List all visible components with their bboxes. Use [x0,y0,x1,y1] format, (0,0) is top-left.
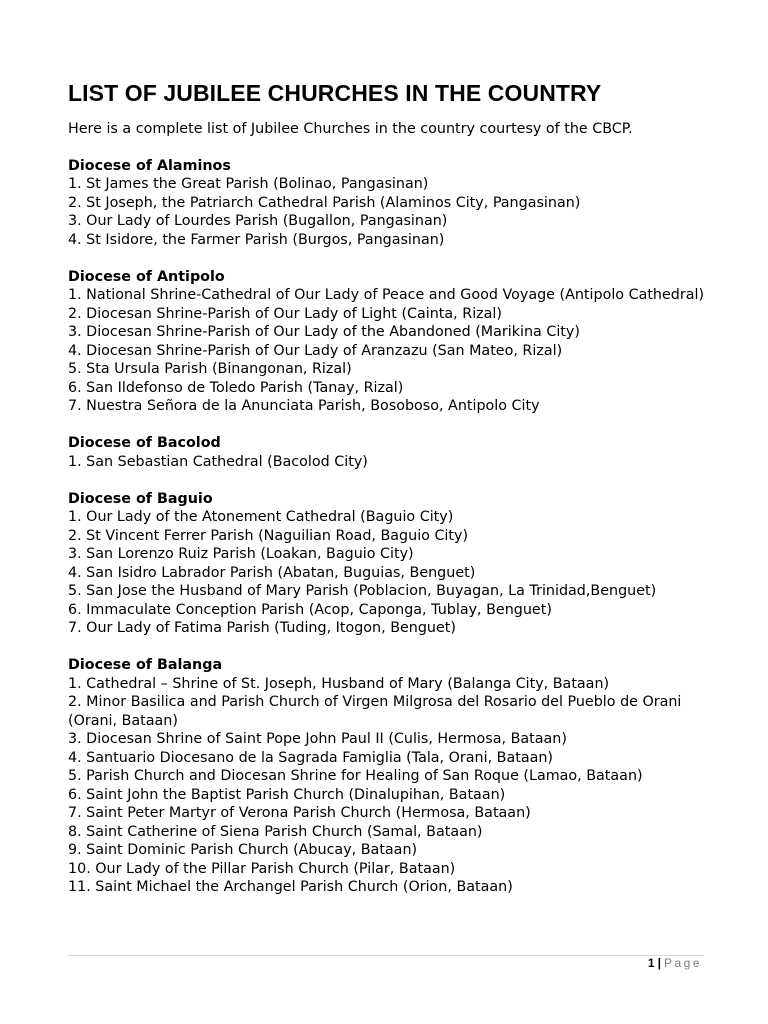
church-item: 1. St James the Great Parish (Bolinao, Pangasinan) [68,176,429,192]
church-item: 4. Santuario Diocesano de la Sagrada Famiglia (Tala, Orani, Bataan) [68,749,553,766]
church-item: 6. Immaculate Conception Parish (Acop, Caponga, Tublay, Benguet) [68,601,552,618]
diocese-heading: Diocese of Balanga [68,657,223,673]
church-item: 2. St Joseph, the Patriarch Cathedral Parish (Alaminos City, Pangasinan) [68,194,581,211]
church-item: 2. Diocesan Shrine-Parish of Our Lady of Light (Cainta, Rizal) [68,305,502,322]
diocese-section-antipolo [68,268,708,416]
document-page [68,78,708,915]
church-item: 9. Saint Dominic Parish Church (Abucay, Bataan) [68,842,418,858]
diocese-heading: Diocese of Antipolo [68,268,225,285]
church-item: 8. Saint Catherine of Siena Parish Church (Samal, Bataan) [68,823,483,840]
church-item: 4. St Isidore, the Farmer Parish (Burgos, Pangasinan) [68,231,445,248]
document-title: LIST OF JUBILEE CHURCHES IN THE COUNTRY [68,80,602,106]
church-item: 6. San Ildefonso de Toledo Parish (Tanay, Rizal) [68,379,404,396]
church-item: 4. San Isidro Labrador Parish (Abatan, Buguias, Benguet) [68,564,476,581]
diocese-section-alaminos [68,157,708,250]
church-item: 1. Cathedral – Shrine of St. Joseph, Husband of Mary (Balanga City, Bataan) [68,675,610,692]
diocese-heading: Diocese of Alaminos [68,157,231,174]
page-separator: | [657,956,661,970]
intro-paragraph: Here is a complete list of Jubilee Churches in the country courtesy of the CBCP. [68,121,633,137]
church-item: 3. Our Lady of Lourdes Parish (Bugallon, Pangasinan) [68,213,448,229]
church-item: 1. National Shrine-Cathedral of Our Lady of Peace and Good Voyage (Antipolo Cathedral) [68,287,705,303]
church-item: 10. Our Lady of the Pillar Parish Church (Pilar, Bataan) [68,860,456,877]
diocese-section-bacolod [68,434,708,471]
diocese-section-balanga [68,656,708,897]
church-item: 7. Our Lady of Fatima Parish (Tuding, Itogon, Benguet) [68,620,456,636]
page-label: Page [663,956,702,970]
church-item: 5. San Jose the Husband of Mary Parish (Poblacion, Buyagan, La Trinidad,Benguet) [68,583,657,599]
church-item: 3. Diocesan Shrine of Saint Pope John Paul II (Culis, Hermosa, Bataan) [68,731,567,747]
church-list [68,675,708,897]
church-item: 6. Saint John the Baptist Parish Church (Dinalupihan, Bataan) [68,786,506,803]
church-list [68,175,708,249]
diocese-section-baguio [68,490,708,638]
page-number: 1 [647,956,655,970]
church-item: 11. Saint Michael the Archangel Parish Church (Orion, Bataan) [68,879,513,895]
church-item: 7. Nuestra Señora de la Anunciata Parish, Bosoboso, Antipolo City [68,398,540,414]
church-item: 2. Minor Basilica and Parish Church of Virgen Milgrosa del Rosario del Pueblo de Orani (Orani, Bataan) [68,694,682,729]
footer-divider [68,955,704,956]
diocese-heading: Diocese of Baguio [68,490,213,507]
church-item: 4. Diocesan Shrine-Parish of Our Lady of Aranzazu (San Mateo, Rizal) [68,342,563,359]
page-number-footer [648,956,702,970]
diocese-heading: Diocese of Bacolod [68,435,221,451]
church-item: 5. Parish Church and Diocesan Shrine for Healing of San Roque (Lamao, Bataan) [68,768,643,784]
church-item: 2. St Vincent Ferrer Parish (Naguilian Road, Baguio City) [68,527,469,544]
church-item: 1. Our Lady of the Atonement Cathedral (Baguio City) [68,509,454,525]
church-item: 3. San Lorenzo Ruiz Parish (Loakan, Baguio City) [68,546,414,562]
church-item: 1. San Sebastian Cathedral (Bacolod City) [68,453,368,470]
church-item: 7. Saint Peter Martyr of Verona Parish Church (Hermosa, Bataan) [68,805,531,821]
church-list [68,508,708,638]
church-item: 5. Sta Ursula Parish (Binangonan, Rizal) [68,361,352,377]
church-item: 3. Diocesan Shrine-Parish of Our Lady of the Abandoned (Marikina City) [68,324,580,340]
church-list [68,286,708,416]
church-list [68,453,708,472]
